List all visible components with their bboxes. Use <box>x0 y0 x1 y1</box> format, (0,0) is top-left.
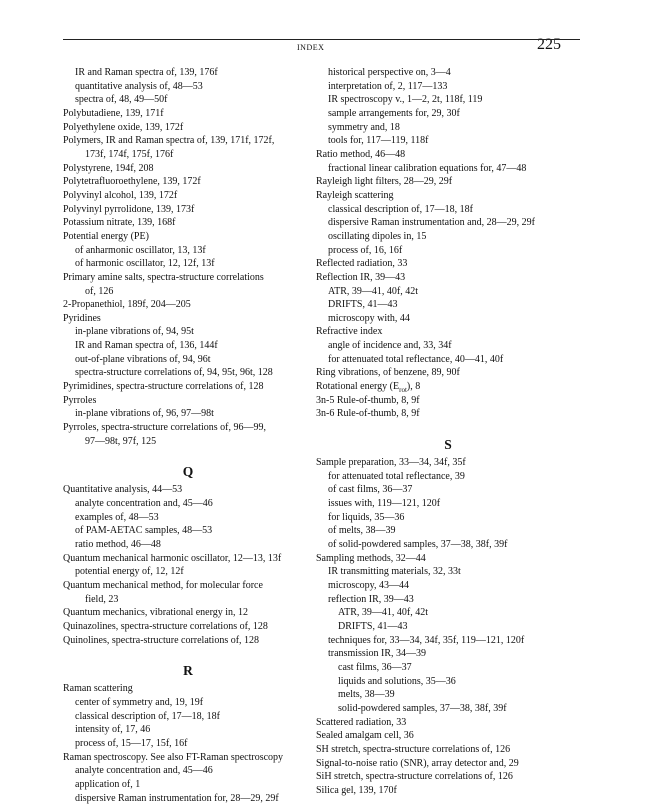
index-subentry: ratio method, 46—48 <box>63 538 313 552</box>
index-subentry: cast films, 36—37 <box>316 661 580 675</box>
index-entry: Polymers, IR and Raman spectra of, 139, 171f, 172f, <box>63 134 313 148</box>
index-entry: Silica gel, 139, 170f <box>316 784 580 798</box>
index-subentry: for attenuated total reflectance, 39 <box>316 470 580 484</box>
index-subentry: IR and Raman spectra of, 139, 176f <box>63 66 313 80</box>
index-subentry: DRIFTS, 41—43 <box>316 298 580 312</box>
index-subentry: examples of, 48—53 <box>63 511 313 525</box>
section-letter-heading: R <box>63 661 313 680</box>
index-entry: Polyethylene oxide, 139, 172f <box>63 121 313 135</box>
index-entry: Reflection IR, 39—43 <box>316 271 580 285</box>
index-entry: 3n-6 Rule-of-thumb, 8, 9f <box>316 407 580 421</box>
index-subentry: of harmonic oscillator, 12, 12f, 13f <box>63 257 313 271</box>
index-entry: Sampling methods, 32—44 <box>316 552 580 566</box>
index-entry: Ratio method, 46—48 <box>316 148 580 162</box>
index-subentry: tools for, 117—119, 118f <box>316 134 580 148</box>
index-subentry: center of symmetry and, 19, 19f <box>63 696 313 710</box>
index-subentry: IR spectroscopy v., 1—2, 2t, 118f, 119 <box>316 93 580 107</box>
index-entry: Polystyrene, 194f, 208 <box>63 162 313 176</box>
index-subentry: in-plane vibrations of, 94, 95t <box>63 325 313 339</box>
index-subentry: spectra-structure correlations of, 94, 95t, 96t, 128 <box>63 366 313 380</box>
index-subentry: microscopy with, 44 <box>316 312 580 326</box>
running-head: INDEX <box>297 43 324 52</box>
index-entry-text: Rotational energy (E <box>316 381 399 392</box>
index-entry-subscript: rot <box>399 386 407 394</box>
index-entry: Quinazolines, spectra-structure correlations of, 128 <box>63 620 313 634</box>
index-entry: Ring vibrations, of benzene, 89, 90f <box>316 366 580 380</box>
index-subentry: melts, 38—39 <box>316 688 580 702</box>
index-subentry: symmetry and, 18 <box>316 121 580 135</box>
index-entry: Reflected radiation, 33 <box>316 257 580 271</box>
index-subentry: for liquids, 35—36 <box>316 511 580 525</box>
index-subentry: transmission IR, 34—39 <box>316 647 580 661</box>
index-subentry: in-plane vibrations of, 96, 97—98t <box>63 407 313 421</box>
index-subentry: for attenuated total reflectance, 40—41, 40f <box>316 353 580 367</box>
index-subentry: classical description of, 17—18, 18f <box>63 710 313 724</box>
index-entry: 3n-5 Rule-of-thumb, 8, 9f <box>316 394 580 408</box>
index-subentry: of PAM-AETAC samples, 48—53 <box>63 524 313 538</box>
index-subentry: sample arrangements for, 29, 30f <box>316 107 580 121</box>
index-entry: Quantitative analysis, 44—53 <box>63 483 313 497</box>
index-subentry: intensity of, 17, 46 <box>63 723 313 737</box>
page-number: 225 <box>537 36 561 54</box>
index-subentry: classical description of, 17—18, 18f <box>316 203 580 217</box>
index-subentry: liquids and solutions, 35—36 <box>316 675 580 689</box>
index-entry: Polytetrafluoroethylene, 139, 172f <box>63 175 313 189</box>
index-subentry: angle of incidence and, 33, 34f <box>316 339 580 353</box>
index-subentry: analyte concentration and, 45—46 <box>63 497 313 511</box>
index-subentry: oscillating dipoles in, 15 <box>316 230 580 244</box>
header-rule <box>63 39 580 40</box>
index-subentry: IR transmitting materials, 32, 33t <box>316 565 580 579</box>
index-column-left <box>63 66 313 805</box>
index-column-right <box>316 66 580 797</box>
index-entry: Potential energy (PE) <box>63 230 313 244</box>
index-subentry: solid-powdered samples, 37—38, 38f, 39f <box>316 702 580 716</box>
index-entry: Pyrimidines, spectra-structure correlations of, 128 <box>63 380 313 394</box>
index-subentry: field, 23 <box>63 593 313 607</box>
index-entry <box>316 380 580 394</box>
index-entry: 2-Propanethiol, 189f, 204—205 <box>63 298 313 312</box>
index-entry: Refractive index <box>316 325 580 339</box>
index-entry: Potassium nitrate, 139, 168f <box>63 216 313 230</box>
index-subentry: interpretation of, 2, 117—133 <box>316 80 580 94</box>
index-entry: Polyvinyl alcohol, 139, 172f <box>63 189 313 203</box>
index-subentry: process of, 15—17, 15f, 16f <box>63 737 313 751</box>
index-subentry: process of, 16, 16f <box>316 244 580 258</box>
index-entry: Signal-to-noise ratio (SNR), array detector and, 29 <box>316 757 580 771</box>
section-letter-heading: Q <box>63 462 313 481</box>
index-subentry: of anharmonic oscillator, 13, 13f <box>63 244 313 258</box>
index-subentry: IR and Raman spectra of, 136, 144f <box>63 339 313 353</box>
index-subentry: issues with, 119—121, 120f <box>316 497 580 511</box>
index-subentry: historical perspective on, 3—4 <box>316 66 580 80</box>
index-entry: Polyvinyl pyrrolidone, 139, 173f <box>63 203 313 217</box>
index-subentry: microscopy, 43—44 <box>316 579 580 593</box>
index-subentry: dispersive Raman instrumentation for, 28—29, 29f <box>63 792 313 805</box>
index-subentry: dispersive Raman instrumentation and, 28—29, 29f <box>316 216 580 230</box>
index-subentry: spectra of, 48, 49—50f <box>63 93 313 107</box>
index-entry: Quantum mechanics, vibrational energy in, 12 <box>63 606 313 620</box>
index-subentry: of, 126 <box>63 285 313 299</box>
index-entry: Quantum mechanical method, for molecular force <box>63 579 313 593</box>
index-entry: Pyrroles, spectra-structure correlations of, 96—99, <box>63 421 313 435</box>
index-entry: Polybutadiene, 139, 171f <box>63 107 313 121</box>
index-subentry: of melts, 38—39 <box>316 524 580 538</box>
index-subentry: of solid-powdered samples, 37—38, 38f, 39f <box>316 538 580 552</box>
index-subentry: DRIFTS, 41—43 <box>316 620 580 634</box>
index-subentry: ATR, 39—41, 40f, 42t <box>316 285 580 299</box>
index-subentry: application of, 1 <box>63 778 313 792</box>
index-subentry: 173f, 174f, 175f, 176f <box>63 148 313 162</box>
index-entry: Raman scattering <box>63 682 313 696</box>
index-entry: Raman spectroscopy. See also FT-Raman spectroscopy <box>63 751 313 765</box>
index-entry: Sealed amalgam cell, 36 <box>316 729 580 743</box>
index-subentry: analyte concentration and, 45—46 <box>63 764 313 778</box>
index-entry: Quantum mechanical harmonic oscillator, 12—13, 13f <box>63 552 313 566</box>
index-subentry: of cast films, 36—37 <box>316 483 580 497</box>
index-entry: Pyrroles <box>63 394 313 408</box>
index-entry-text: ), 8 <box>407 381 420 392</box>
index-subentry: potential energy of, 12, 12f <box>63 565 313 579</box>
index-subentry: out-of-plane vibrations of, 94, 96t <box>63 353 313 367</box>
index-subentry: reflection IR, 39—43 <box>316 593 580 607</box>
index-entry: Quinolines, spectra-structure correlations of, 128 <box>63 634 313 648</box>
index-entry: Rayleigh scattering <box>316 189 580 203</box>
section-letter-heading: S <box>316 435 580 454</box>
index-entry: Sample preparation, 33—34, 34f, 35f <box>316 456 580 470</box>
index-subentry: fractional linear calibration equations for, 47—48 <box>316 162 580 176</box>
index-entry: Rayleigh light filters, 28—29, 29f <box>316 175 580 189</box>
index-entry: Scattered radiation, 33 <box>316 716 580 730</box>
index-entry: Primary amine salts, spectra-structure correlations <box>63 271 313 285</box>
index-subentry: 97—98t, 97f, 125 <box>63 435 313 449</box>
index-subentry: techniques for, 33—34, 34f, 35f, 119—121, 120f <box>316 634 580 648</box>
index-subentry: ATR, 39—41, 40f, 42t <box>316 606 580 620</box>
index-entry: SiH stretch, spectra-structure correlations of, 126 <box>316 770 580 784</box>
index-entry: SH stretch, spectra-structure correlations of, 126 <box>316 743 580 757</box>
index-entry: Pyridines <box>63 312 313 326</box>
index-subentry: quantitative analysis of, 48—53 <box>63 80 313 94</box>
